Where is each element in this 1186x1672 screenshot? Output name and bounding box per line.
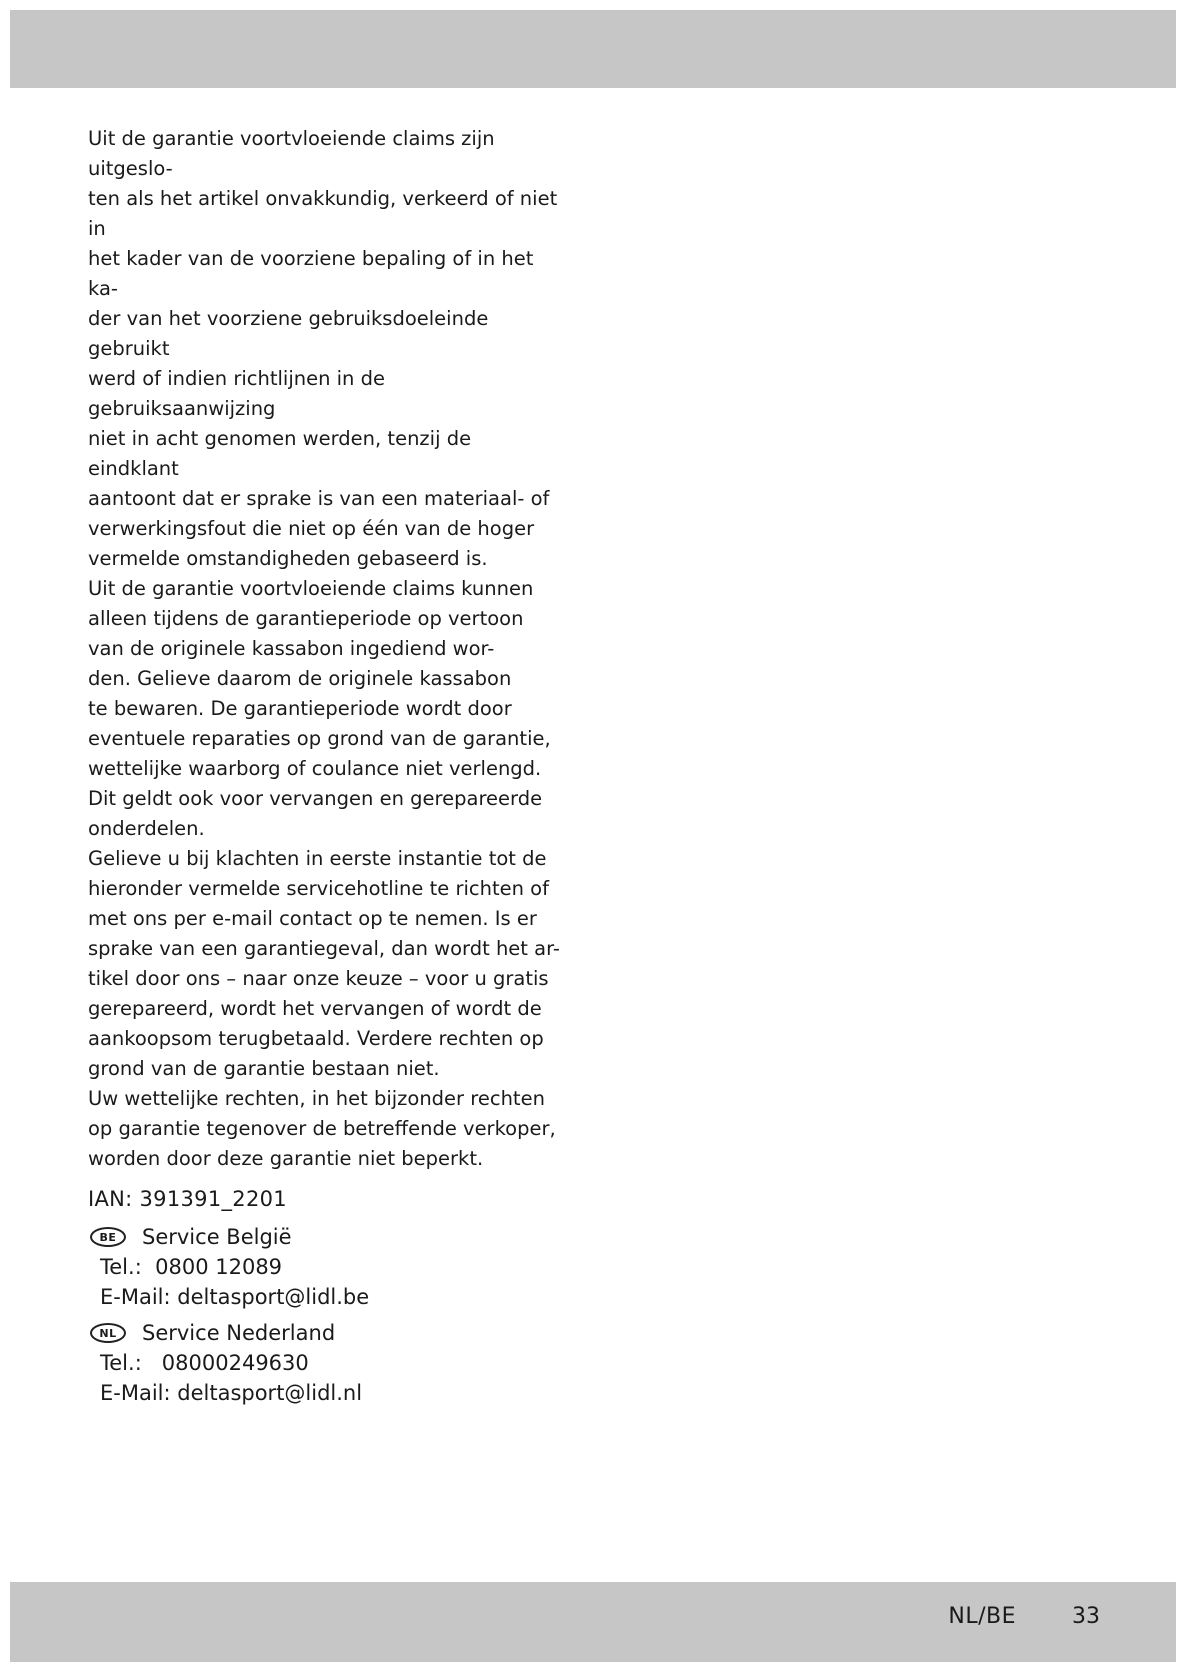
netherlands-flag-icon: NL — [90, 1323, 126, 1343]
service-phone: Tel.: 08000249630 — [100, 1351, 309, 1375]
footer-language: NL/BE — [948, 1604, 1016, 1629]
service-title: Service Nederland — [142, 1321, 336, 1345]
service-belgium — [88, 1222, 568, 1312]
service-email: E-Mail: deltasport@lidl.be — [100, 1285, 370, 1309]
service-netherlands — [88, 1318, 568, 1408]
header-bar — [10, 10, 1176, 88]
paragraph-exclusions: Uit de garantie voortvloeiende claims zijn uitgeslo- ten als het artikel onvakkundig, verkeerd of niet in het kader van de voorziene bepaling of in het ka- der van het voorziene gebruiksdoeleinde gebruikt werd of indien richtlijnen in de gebruiksaanwijzing niet in acht genomen werden, tenzij de eindklant aantoont dat er sprake is van een materiaal- of verwerkingsfout die niet op één van de hoger vermelde omstandigheden gebaseerd is. — [88, 127, 558, 570]
belgium-flag-icon: BE — [90, 1227, 126, 1247]
paragraph-complaints: Gelieve u bij klachten in eerste instantie tot de hieronder vermelde servicehotline te richten of met ons per e-mail contact op te nemen. Is er sprake van een garantiegeval, dan wordt het ar- tikel door ons – naar onze keuze – voor u gratis gerepareerd, wordt het vervangen of wordt de aankoopsom terugbetaald. Verdere rechten op grond van de garantie bestaan niet. — [88, 847, 560, 1080]
ian-number: IAN: 391391_2201 — [88, 1187, 287, 1211]
paragraph-legal-rights: Uw wettelijke rechten, in het bijzonder rechten op garantie tegenover de betreffende verkoper, worden door deze garantie niet beperkt. — [88, 1087, 556, 1170]
service-phone: Tel.: 0800 12089 — [100, 1255, 283, 1279]
paragraph-claims-period: Uit de garantie voortvloeiende claims kunnen alleen tijdens de garantieperiode op vertoon van de originele kassabon ingediend wor- den. Gelieve daarom de originele kassabon te bewaren. De garantieperiode wordt door eventuele reparaties op grond van de garantie, wettelijke waarborg of coulance niet verlengd. Dit geldt ook voor vervangen en gerepareerde onderdelen. — [88, 577, 551, 840]
page-number: 33 — [1072, 1604, 1100, 1629]
service-title: Service België — [142, 1225, 292, 1249]
footer-bar — [10, 1582, 1176, 1662]
body-column — [88, 124, 568, 1408]
service-email: E-Mail: deltasport@lidl.nl — [100, 1381, 363, 1405]
